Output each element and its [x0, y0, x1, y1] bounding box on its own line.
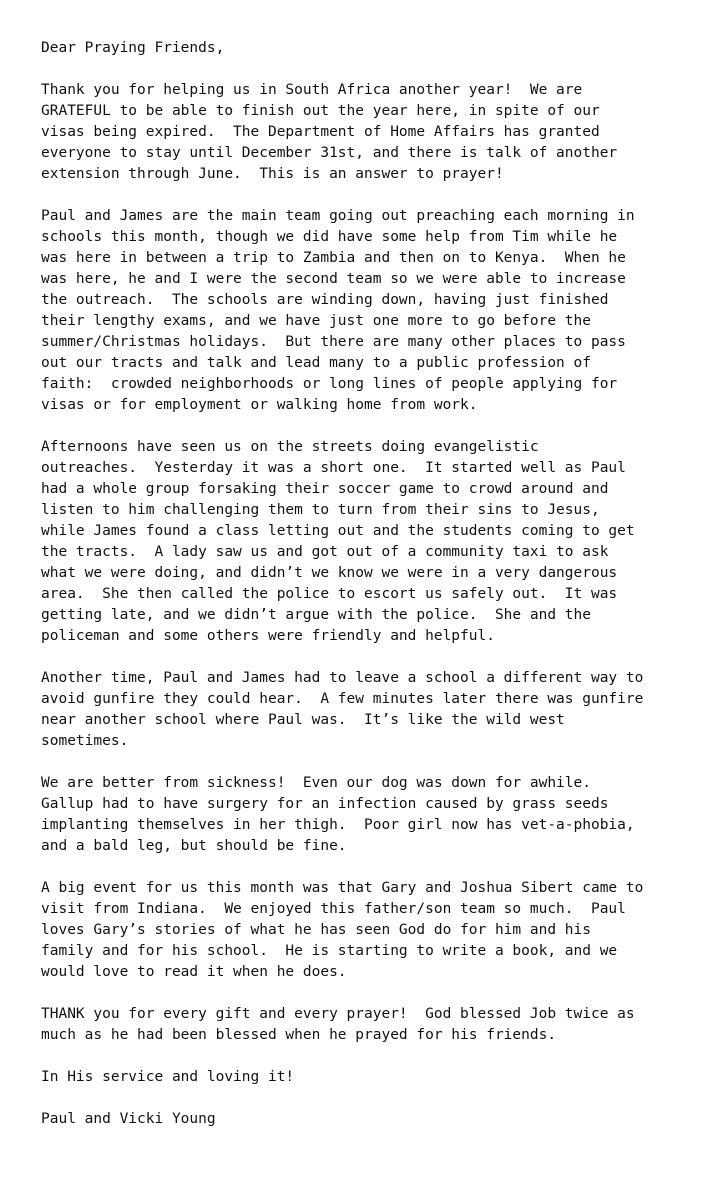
text-line: outreaches. Yesterday it was a short one. It started well as Paul: [41, 460, 626, 476]
text-line: GRATEFUL to be able to finish out the year here, in spite of our: [41, 103, 600, 119]
text-line: their lengthy exams, and we have just one more to go before the: [41, 313, 591, 329]
text-line: avoid gunfire they could hear. A few minutes later there was gunfire: [41, 691, 644, 707]
paragraph: [41, 668, 681, 752]
text-line: near another school where Paul was. It’s like the wild west: [41, 712, 565, 728]
text-line: policeman and some others were friendly and helpful.: [41, 628, 495, 644]
text-line: everyone to stay until December 31st, and there is talk of another: [41, 145, 618, 161]
text-line: visas or for employment or walking home from work.: [41, 397, 478, 413]
text-line: while James found a class letting out and the students coming to get: [41, 523, 635, 539]
text-line: area. She then called the police to escort us safely out. It was: [41, 586, 618, 602]
text-line: listen to him challenging them to turn from their sins to Jesus,: [41, 502, 600, 518]
text-line: out our tracts and talk and lead many to a public profession of: [41, 355, 591, 371]
text-line: what we were doing, and didn’t we know we were in a very dangerous: [41, 565, 618, 581]
text-line: summer/Christmas holidays. But there are many other places to pass: [41, 334, 626, 350]
salutation: Dear Praying Friends,: [41, 40, 225, 56]
paragraph: [41, 878, 681, 983]
text-line: visit from Indiana. We enjoyed this father/son team so much. Paul: [41, 901, 626, 917]
text-line: much as he had been blessed when he prayed for his friends.: [41, 1027, 557, 1043]
text-line: the outreach. The schools are winding down, having just finished: [41, 292, 609, 308]
text-line: was here, he and I were the second team so we were able to increase: [41, 271, 626, 287]
paragraph: [41, 206, 681, 416]
text-line: loves Gary’s stories of what he has seen God do for him and his: [41, 922, 591, 938]
text-line: would love to read it when he does.: [41, 964, 347, 980]
text-line: getting late, and we didn’t argue with the police. She and the: [41, 607, 591, 623]
text-line: was here in between a trip to Zambia and then on to Kenya. When he: [41, 250, 626, 266]
paragraph: [41, 1004, 681, 1046]
closing: In His service and loving it!: [41, 1069, 295, 1085]
text-line: schools this month, though we did have some help from Tim while he: [41, 229, 618, 245]
text-line: Thank you for helping us in South Africa another year! We are: [41, 82, 583, 98]
text-line: A big event for us this month was that Gary and Joshua Sibert came to: [41, 880, 644, 896]
text-line: implanting themselves in her thigh. Poor girl now has vet-a-phobia,: [41, 817, 635, 833]
paragraph: [41, 437, 681, 647]
text-line: family and for his school. He is starting to write a book, and we: [41, 943, 618, 959]
paragraph: [41, 773, 681, 857]
text-line: Paul and James are the main team going out preaching each morning in: [41, 208, 635, 224]
text-line: extension through June. This is an answer to prayer!: [41, 166, 504, 182]
text-line: Another time, Paul and James had to leave a school a different way to: [41, 670, 644, 686]
text-line: THANK you for every gift and every prayer! God blessed Job twice as: [41, 1006, 635, 1022]
text-line: sometimes.: [41, 733, 129, 749]
text-line: faith: crowded neighborhoods or long lines of people applying for: [41, 376, 618, 392]
letter-body: [41, 38, 681, 1130]
paragraph: [41, 80, 681, 185]
signature: Paul and Vicki Young: [41, 1111, 216, 1127]
text-line: and a bald leg, but should be fine.: [41, 838, 347, 854]
text-line: visas being expired. The Department of Home Affairs has granted: [41, 124, 600, 140]
text-line: Afternoons have seen us on the streets doing evangelistic: [41, 439, 539, 455]
text-line: Gallup had to have surgery for an infection caused by grass seeds: [41, 796, 609, 812]
text-line: the tracts. A lady saw us and got out of a community taxi to ask: [41, 544, 609, 560]
text-line: had a whole group forsaking their soccer game to crowd around and: [41, 481, 609, 497]
text-line: We are better from sickness! Even our dog was down for awhile.: [41, 775, 591, 791]
